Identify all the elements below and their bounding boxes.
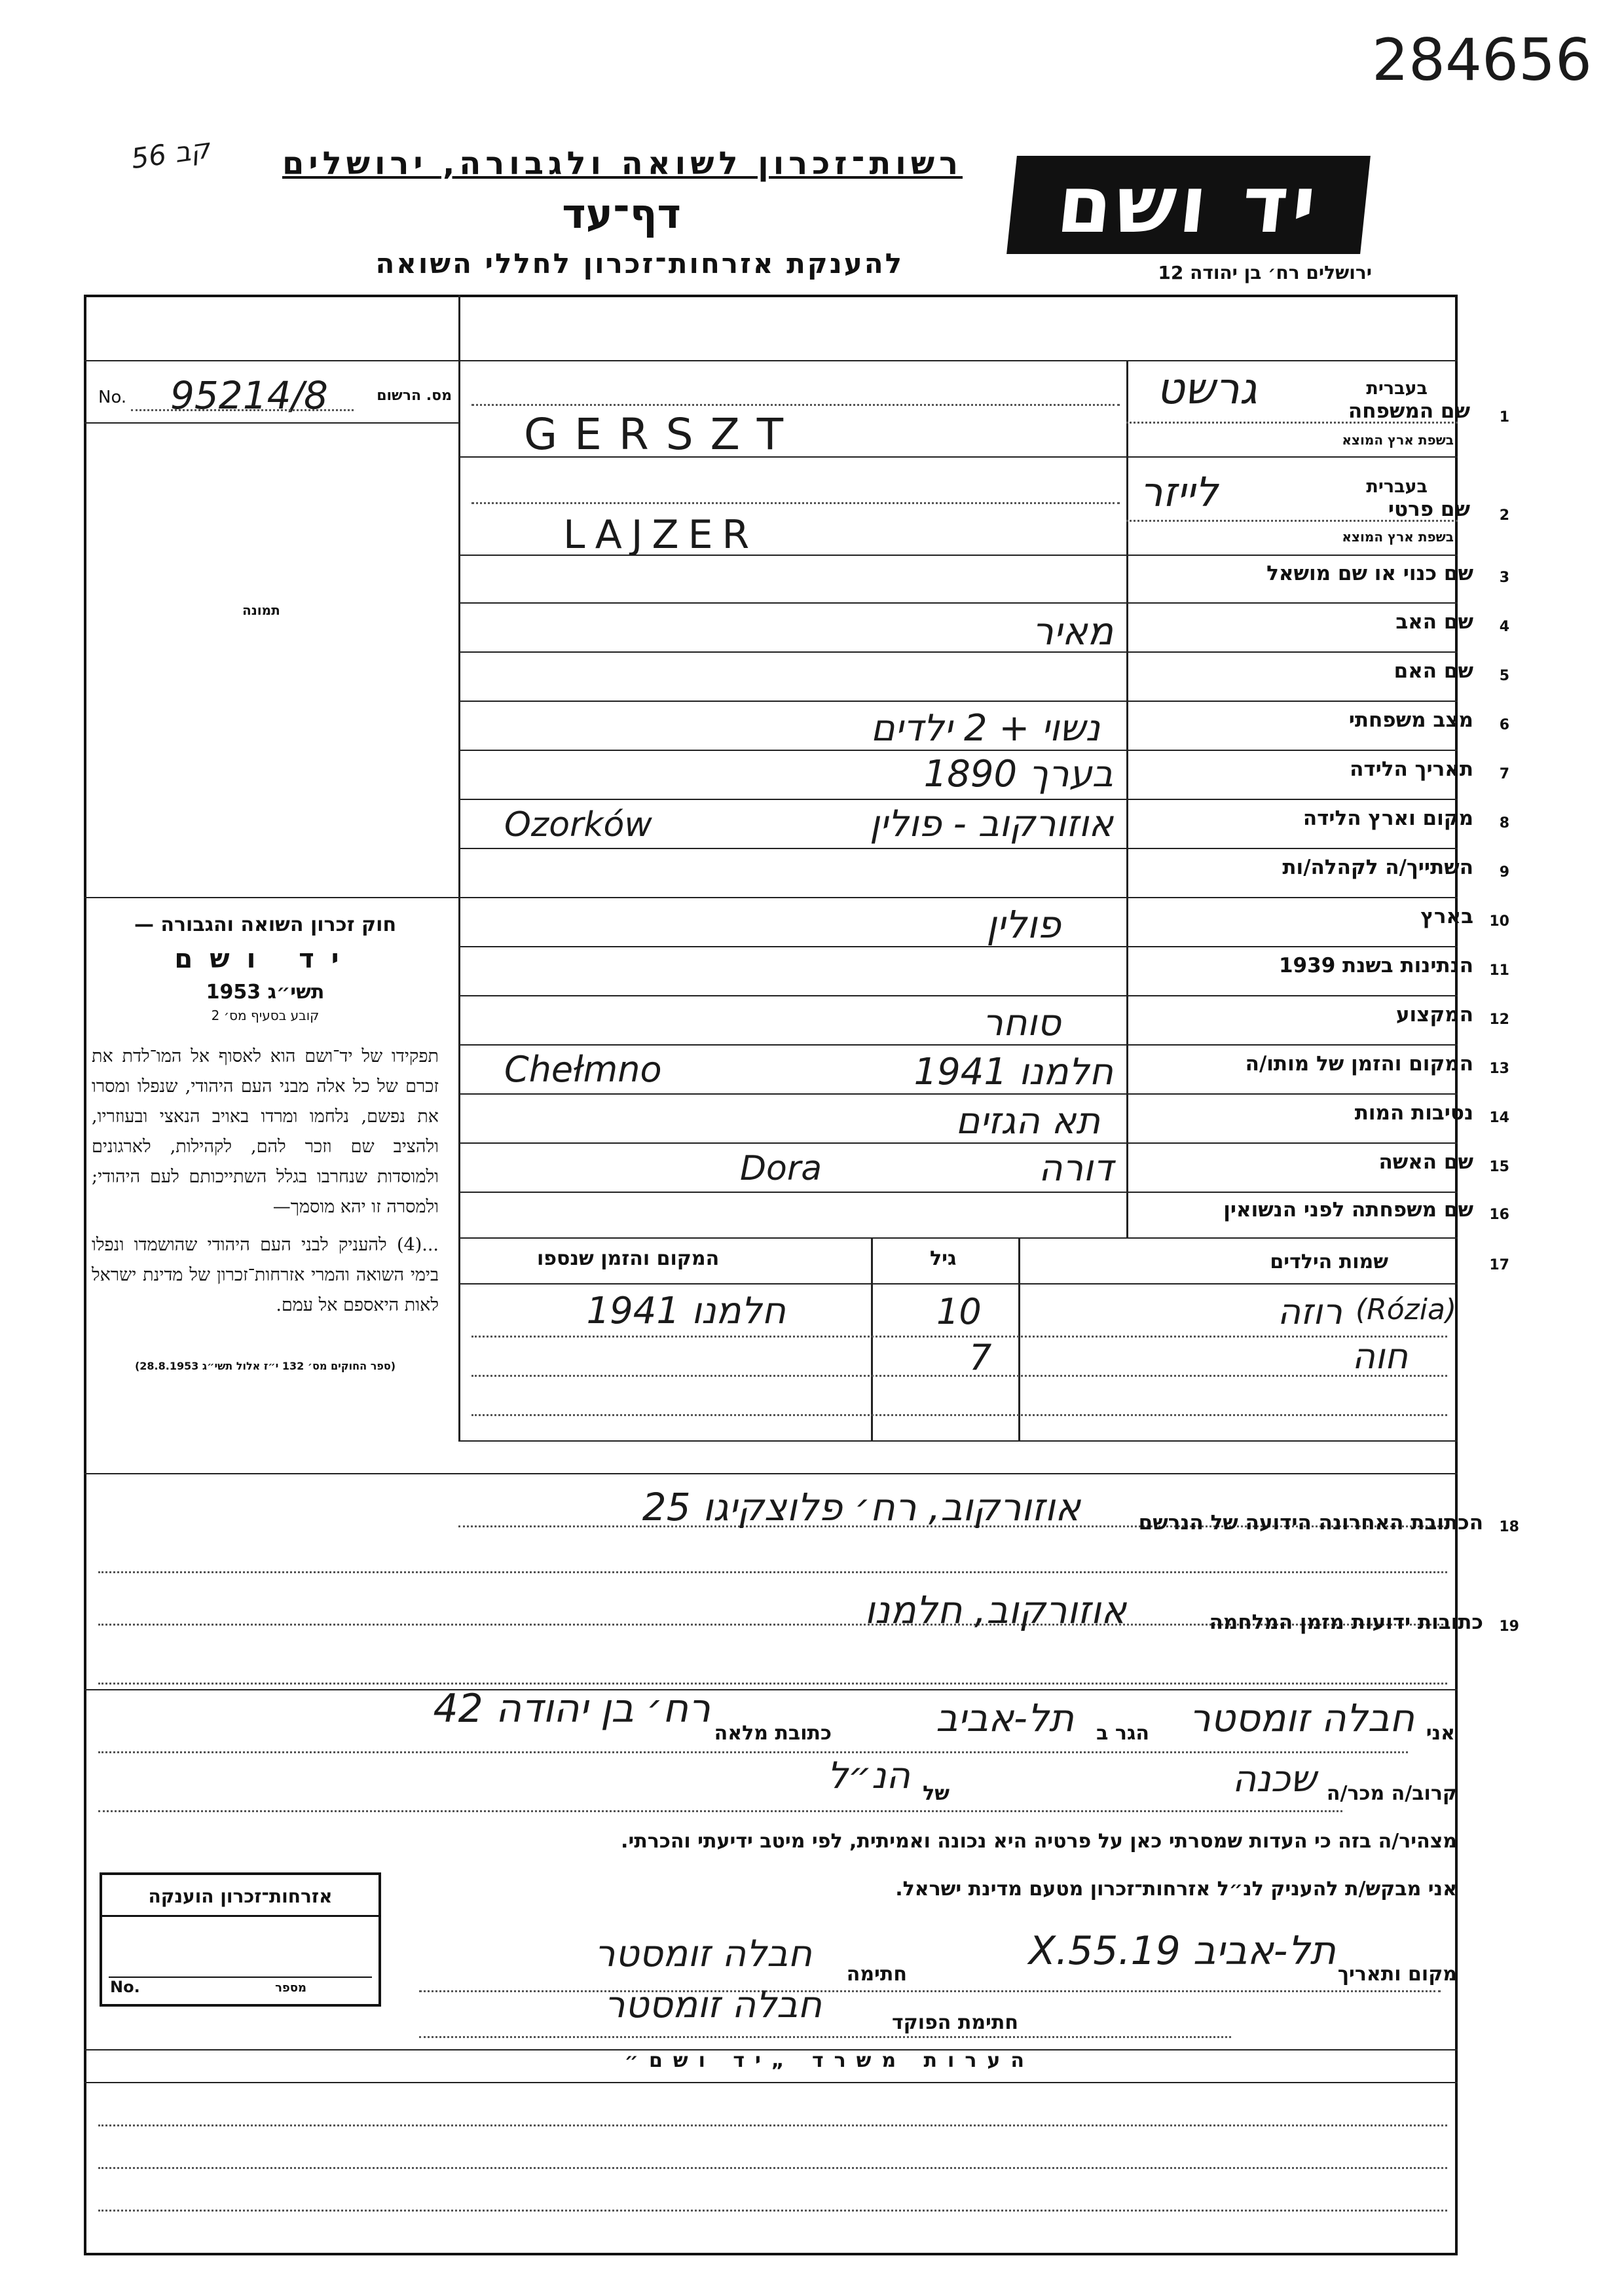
declaration-statement: מצהיר/ה בזה כי העדות שמסרתי כאן על פרטיה היא נכונה ואמיתית, לפי מיטב ידיעתי והכרתי. [621, 1830, 1457, 1853]
field-1-value-hebrew[interactable]: גרשט [1156, 363, 1257, 414]
law-name: יד ושם [174, 944, 356, 974]
field-8-label: מקום וארץ הלידה [1302, 807, 1473, 830]
field-7-number: 7 [1499, 766, 1509, 782]
field-1-value-original[interactable]: GERSZT [524, 409, 801, 460]
citizenship-box [100, 1872, 381, 2007]
citizenship-box-title: אזרחות־זכרון הוענקה [102, 1875, 378, 1917]
citizenship-no-label: No. [110, 1978, 140, 1996]
field-11-number: 11 [1489, 962, 1509, 979]
field-2-sub-hebrew: בעברית [1366, 477, 1428, 497]
field-8-value-extra[interactable]: Ozorków [504, 805, 652, 845]
field-19-label: כתובות ידועות מזמן המלחמה [1209, 1611, 1483, 1634]
field-16-label: שם משפחתה לפני הנשואין [1223, 1198, 1473, 1222]
child-1-age[interactable]: 10 [936, 1291, 982, 1332]
child-1-name-extra[interactable]: (Rózia) [1356, 1293, 1457, 1326]
law-excerpt [92, 913, 439, 1372]
field-7-label: תאריך הלידה [1350, 757, 1473, 781]
children-age-divider-left [1018, 1237, 1020, 1440]
relation-value[interactable]: שכנה [1232, 1758, 1316, 1800]
children-col-place: המקום והזמן שנספו [537, 1247, 720, 1270]
of-label: של [923, 1782, 950, 1805]
field-2-number: 2 [1499, 507, 1509, 524]
field-1-number: 1 [1499, 409, 1509, 426]
citizenship-number-label: מספר [275, 1981, 306, 1995]
declaration-request: אני מבקש/ת להעניק לנ״ל אזרחות־זכרון מטעם מדינת ישראל. [895, 1878, 1457, 1901]
field-4-label: שם האב [1395, 610, 1473, 634]
field-3-label: שם כנוי או שם מושאל [1266, 562, 1473, 585]
field-4-number: 4 [1499, 619, 1509, 635]
law-title: חוק זכרון השואה והגבורה — [134, 913, 397, 936]
field-15-label: שם האשה [1378, 1150, 1473, 1174]
law-clause: קובע בסעיף מס׳ 2 [211, 1008, 320, 1023]
field-5-label: שם האם [1393, 659, 1473, 683]
resides-label: הגר ב [1096, 1722, 1149, 1745]
field-18-value[interactable]: אוזורקוב, רח׳ פלוצקיגו 25 [642, 1485, 1080, 1529]
place-date-value[interactable]: תל-אביב 19.X.55 [1028, 1928, 1336, 1974]
children-col-names: שמות הילדים [1270, 1250, 1388, 1273]
officer-signature[interactable]: חבלה זומסטר [604, 1984, 822, 2026]
field-2-value-original[interactable]: LAJZER [563, 512, 759, 558]
field-18-number: 18 [1499, 1519, 1519, 1535]
field-14-label: נסיבות המות [1354, 1101, 1473, 1125]
photo-box-top [84, 422, 458, 424]
field-14-number: 14 [1489, 1110, 1509, 1126]
child-2-age[interactable]: 7 [969, 1337, 992, 1378]
place-date-label: מקום ותאריך [1337, 1963, 1457, 1986]
field-1-label: שם המשפחה [1348, 399, 1470, 423]
field-18-label: הכתובת האחרונה הידועה של הנרשם [1138, 1511, 1483, 1535]
field-2-sub-original: בשפת ארץ המוצא [1342, 529, 1454, 545]
field-2-label: שם פרטי [1388, 498, 1470, 521]
law-citation: (ספר החוקים מס׳ 132 י״ז אלול תשי״ג 28.8.1953) [134, 1360, 396, 1372]
child-1-place[interactable]: חלמנו 1941 [586, 1290, 786, 1332]
field-6-label: מצב משפחתי [1348, 708, 1473, 732]
field-15-value[interactable]: דורה [1038, 1147, 1113, 1190]
field-19-number: 19 [1499, 1618, 1519, 1635]
field-8-value[interactable]: אוזורקוב - פולין [870, 803, 1113, 845]
remarks-title: הערות משרד „יד ושם״ [624, 2049, 1035, 2072]
field-10-label: בארץ [1420, 905, 1473, 928]
logo-text: יד ושם [1052, 159, 1325, 251]
corner-note: קב 56 [129, 132, 212, 175]
field-1-sub-hebrew: בעברית [1366, 378, 1428, 399]
law-paragraph-1: תפקידו של יד־ושם הוא לאסוף אל המו־לדת את זכרם של כל אלה מבני העם היהודי, שנפלו ומסרו את נפשם, נלחמו ומרדו באויב הנאצי ובעוזריו, ולהציב שם וזכר להם, לקהילות, לארגונים ולמוסדות שנחרבו בגלל השתייכותם לעם היהודי; ולמסרה זו יהא מוסמך— [92, 1046, 439, 1217]
field-11-label: הנתינות בשנת 1939 [1278, 954, 1473, 977]
field-5-number: 5 [1499, 668, 1509, 684]
of-value[interactable]: הנ״ל [827, 1755, 910, 1797]
field-9-number: 9 [1499, 864, 1509, 881]
field-15-value-extra[interactable]: Dora [740, 1149, 822, 1188]
declaration-ani: אני [1426, 1722, 1455, 1745]
field-19-value[interactable]: אוזורקוב, חלמנו [864, 1588, 1126, 1632]
law-year: תשי״ג 1953 [206, 981, 325, 1004]
field-2-value-hebrew[interactable]: לייזר [1139, 468, 1218, 516]
field-10-value[interactable]: פולין [986, 902, 1061, 947]
field-7-value[interactable]: בערך 1890 [923, 753, 1113, 795]
archive-number: 284656 [1372, 26, 1592, 94]
signature-label: חתימה [846, 1963, 907, 1986]
children-age-divider-right [871, 1237, 873, 1440]
photo-label: תמונה [242, 602, 280, 618]
photo-box-bottom [84, 897, 458, 898]
field-4-value[interactable]: מאיר [1032, 609, 1113, 653]
field-6-value[interactable]: נשוי + 2 ילדים [870, 707, 1100, 750]
full-address[interactable]: רח׳ בן יהודה 42 [433, 1686, 710, 1732]
relative-label: קרוב/ה מכר/ה [1326, 1782, 1457, 1805]
field-3-number: 3 [1499, 570, 1509, 586]
field-13-value[interactable]: חלמנו 1941 [913, 1051, 1113, 1093]
form-subtitle: להענקת אזרחות־זכרון לחללי השואה [375, 247, 904, 280]
resides-city[interactable]: תל-אביב [936, 1696, 1074, 1740]
field-13-label: המקום והזמן של מותו/ה [1245, 1052, 1473, 1076]
top-band-line [84, 360, 1458, 361]
no-label: No. [98, 388, 127, 407]
form-title: דף־עד [562, 190, 681, 238]
field-13-value-extra[interactable]: Chełmno [504, 1049, 662, 1090]
field-16-number: 16 [1489, 1207, 1509, 1223]
left-column-divider [458, 295, 460, 1237]
authority-title: רשות־זכרון לשואה ולגבורה, ירושלים [282, 145, 963, 182]
field-6-number: 6 [1499, 717, 1509, 733]
field-14-value[interactable]: תא הגזים [955, 1100, 1100, 1142]
child-2-name[interactable]: חוה [1352, 1336, 1408, 1377]
field-9-label: השתייך/ה לקהלה/ות [1282, 856, 1473, 879]
field-13-number: 13 [1489, 1061, 1509, 1077]
field-1-sub-original: בשפת ארץ המוצא [1342, 432, 1454, 448]
yad-vashem-logo [1006, 156, 1371, 254]
field-12-value[interactable]: סוחר [982, 1002, 1061, 1044]
field-8-number: 8 [1499, 815, 1509, 831]
field-17-number: 17 [1489, 1257, 1509, 1273]
field-12-number: 12 [1489, 1011, 1509, 1028]
field-15-number: 15 [1489, 1159, 1509, 1175]
declarant-signature[interactable]: חבלה זומסטר [594, 1933, 812, 1975]
registration-row [98, 373, 452, 418]
declarant-name[interactable]: חבלה זומסטר [1189, 1696, 1414, 1740]
law-paragraph-2: ...(4) להעניק לבני העם היהודי שהושמדו ונפלו בימי השואה והמרי אזרחות־זכרון של מדינת ישראל לאות היאספם אל עמם. [92, 1235, 439, 1315]
officer-signature-label: חתימת הפוקד [892, 2011, 1018, 2034]
header-address: ירושלים רח׳ בן יהודה 12 [1158, 262, 1372, 283]
field-10-number: 10 [1489, 913, 1509, 930]
child-1-name[interactable]: רוזה [1277, 1291, 1342, 1332]
field-12-label: המקצוע [1395, 1003, 1473, 1027]
children-col-age: גיל [930, 1247, 957, 1270]
full-address-label: כתובת מלאה [714, 1722, 832, 1745]
registration-number[interactable]: 95214/8 [170, 373, 328, 418]
registration-label: מס. הרשום [377, 388, 452, 404]
